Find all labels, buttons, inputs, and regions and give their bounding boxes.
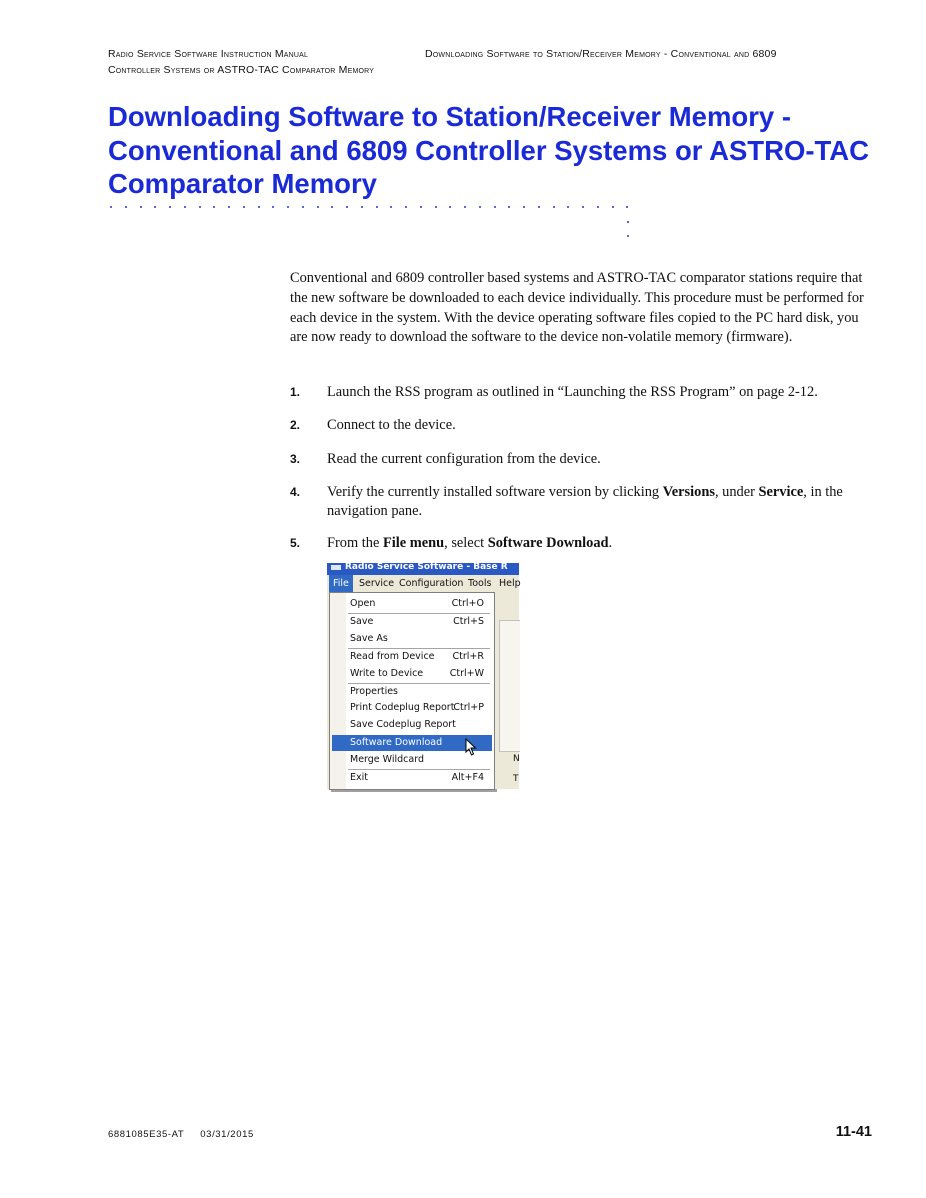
rule-dot [243,206,245,208]
dotted-rule [110,196,635,210]
rule-dot [479,206,481,208]
file-menu-screenshot [327,563,519,789]
menu-item-software-download[interactable]: Software Download [332,735,492,751]
step-number: 5. [290,536,301,550]
rule-dot [154,206,156,208]
rule-dot [508,206,510,208]
menu-tools[interactable]: Tools [468,578,492,589]
menu-item-save-codeplug-report[interactable]: Save Codeplug Report [350,719,456,730]
step-number: 1. [290,385,301,399]
rule-dot [346,206,348,208]
rule-dot [213,206,215,208]
menu-item-merge-wildcard[interactable]: Merge Wildcard [350,754,424,765]
rule-dot [125,206,127,208]
rule-dot [199,206,201,208]
mouse-pointer-icon [465,738,477,756]
rule-dot [597,206,599,208]
title-line-3: Comparator Memory [108,168,377,199]
menu-service[interactable]: Service [359,578,395,589]
menu-item-read-from-device[interactable]: Read from Device Ctrl+R [350,651,484,662]
dotted-rule-tail-2 [627,235,629,237]
rule-dot [612,206,614,208]
rule-dot [582,206,584,208]
app-icon [331,565,341,570]
step-number: 2. [290,418,301,432]
step-text: Read the current configuration from the device. [327,451,601,467]
menu-item-properties[interactable]: Properties [350,686,399,697]
menu-item-write-to-device[interactable]: Write to Device Ctrl+W [350,668,484,679]
rule-dot [169,206,171,208]
rule-dot [435,206,437,208]
rule-dot [331,206,333,208]
file-dropdown [329,592,495,790]
software-download-term: Software Download [487,535,609,551]
running-header-left: Radio Service Software Instruction Manual [108,48,309,60]
rule-dot [567,206,569,208]
versions-term: Versions [662,484,715,500]
title-line-1: Downloading Software to Station/Receiver Memory - [108,101,792,132]
rule-dot [110,206,112,208]
step-number: 4. [290,485,301,499]
menu-item-exit[interactable]: Exit Alt+F4 [350,772,484,783]
rule-dot [228,206,230,208]
doc-number: 6881085E35-AT [108,1129,185,1140]
rule-dot [140,206,142,208]
rule-dot [538,206,540,208]
menu-bar [327,575,519,592]
rule-dot [420,206,422,208]
title-line-2: Conventional and 6809 Controller Systems or ASTRO-TAC [108,134,869,166]
menu-file[interactable]: File [329,575,353,592]
rule-dot [405,206,407,208]
running-header-left-line2: Controller Systems or ASTRO-TAC Comparator Memory [108,64,375,76]
side-letter: N [513,754,520,764]
menu-item-save-as[interactable]: Save As [350,633,388,644]
window-title-bar: Radio Service Software - Base R [327,563,519,575]
menu-item-save[interactable]: Save Ctrl+S [350,616,484,627]
rule-dot [258,206,260,208]
rule-dot [184,206,186,208]
rule-dot [449,206,451,208]
step-number: 3. [290,452,301,466]
dotted-rule-tail-1 [627,221,629,223]
background-window-edge [495,592,519,789]
step-text: Verify the currently installed software version by clicking Versions, under Service, in the navigation pane. [327,484,843,519]
step-text: From the File menu, select Software Download. [327,535,613,551]
rule-dot [302,206,304,208]
page-number: 11-41 [835,1124,872,1140]
page-title [108,100,888,201]
rule-dot [376,206,378,208]
menu-item-open[interactable]: Open Ctrl+O [350,598,484,609]
service-term: Service [758,484,804,500]
intro-paragraph: Conventional and 6809 controller based systems and ASTRO-TAC comparator stations require that the new software be downloaded to each device individually. This procedure must be performed for each device in the system. With the device operating software files copied to the PC hard disk, you are now ready to download the software to the device non-volatile memory (firmware). [290,270,864,346]
rule-dot [494,206,496,208]
menu-configuration[interactable]: Configuration [399,578,464,589]
menu-help[interactable]: Help [499,578,521,589]
rule-dot [553,206,555,208]
rule-dot [287,206,289,208]
side-letter: T [513,774,519,784]
footer-doc-info [108,1129,254,1140]
rule-dot [317,206,319,208]
rule-dot [390,206,392,208]
step-text: Launch the RSS program as outlined in “Launching the RSS Program” on page 2-12. [327,384,818,400]
rule-dot [464,206,466,208]
rule-dot [272,206,274,208]
rule-dot [626,206,628,208]
rule-dot [523,206,525,208]
rule-dot [361,206,363,208]
step-text: Connect to the device. [327,417,456,433]
doc-date: 03/31/2015 [200,1129,254,1140]
running-header-right: Downloading Software to Station/Receiver Memory - Conventional and 6809 [425,48,777,60]
menu-item-print-codeplug-report[interactable]: Print Codeplug Report Ctrl+P [350,702,484,713]
file-menu-term: File menu [382,535,445,551]
